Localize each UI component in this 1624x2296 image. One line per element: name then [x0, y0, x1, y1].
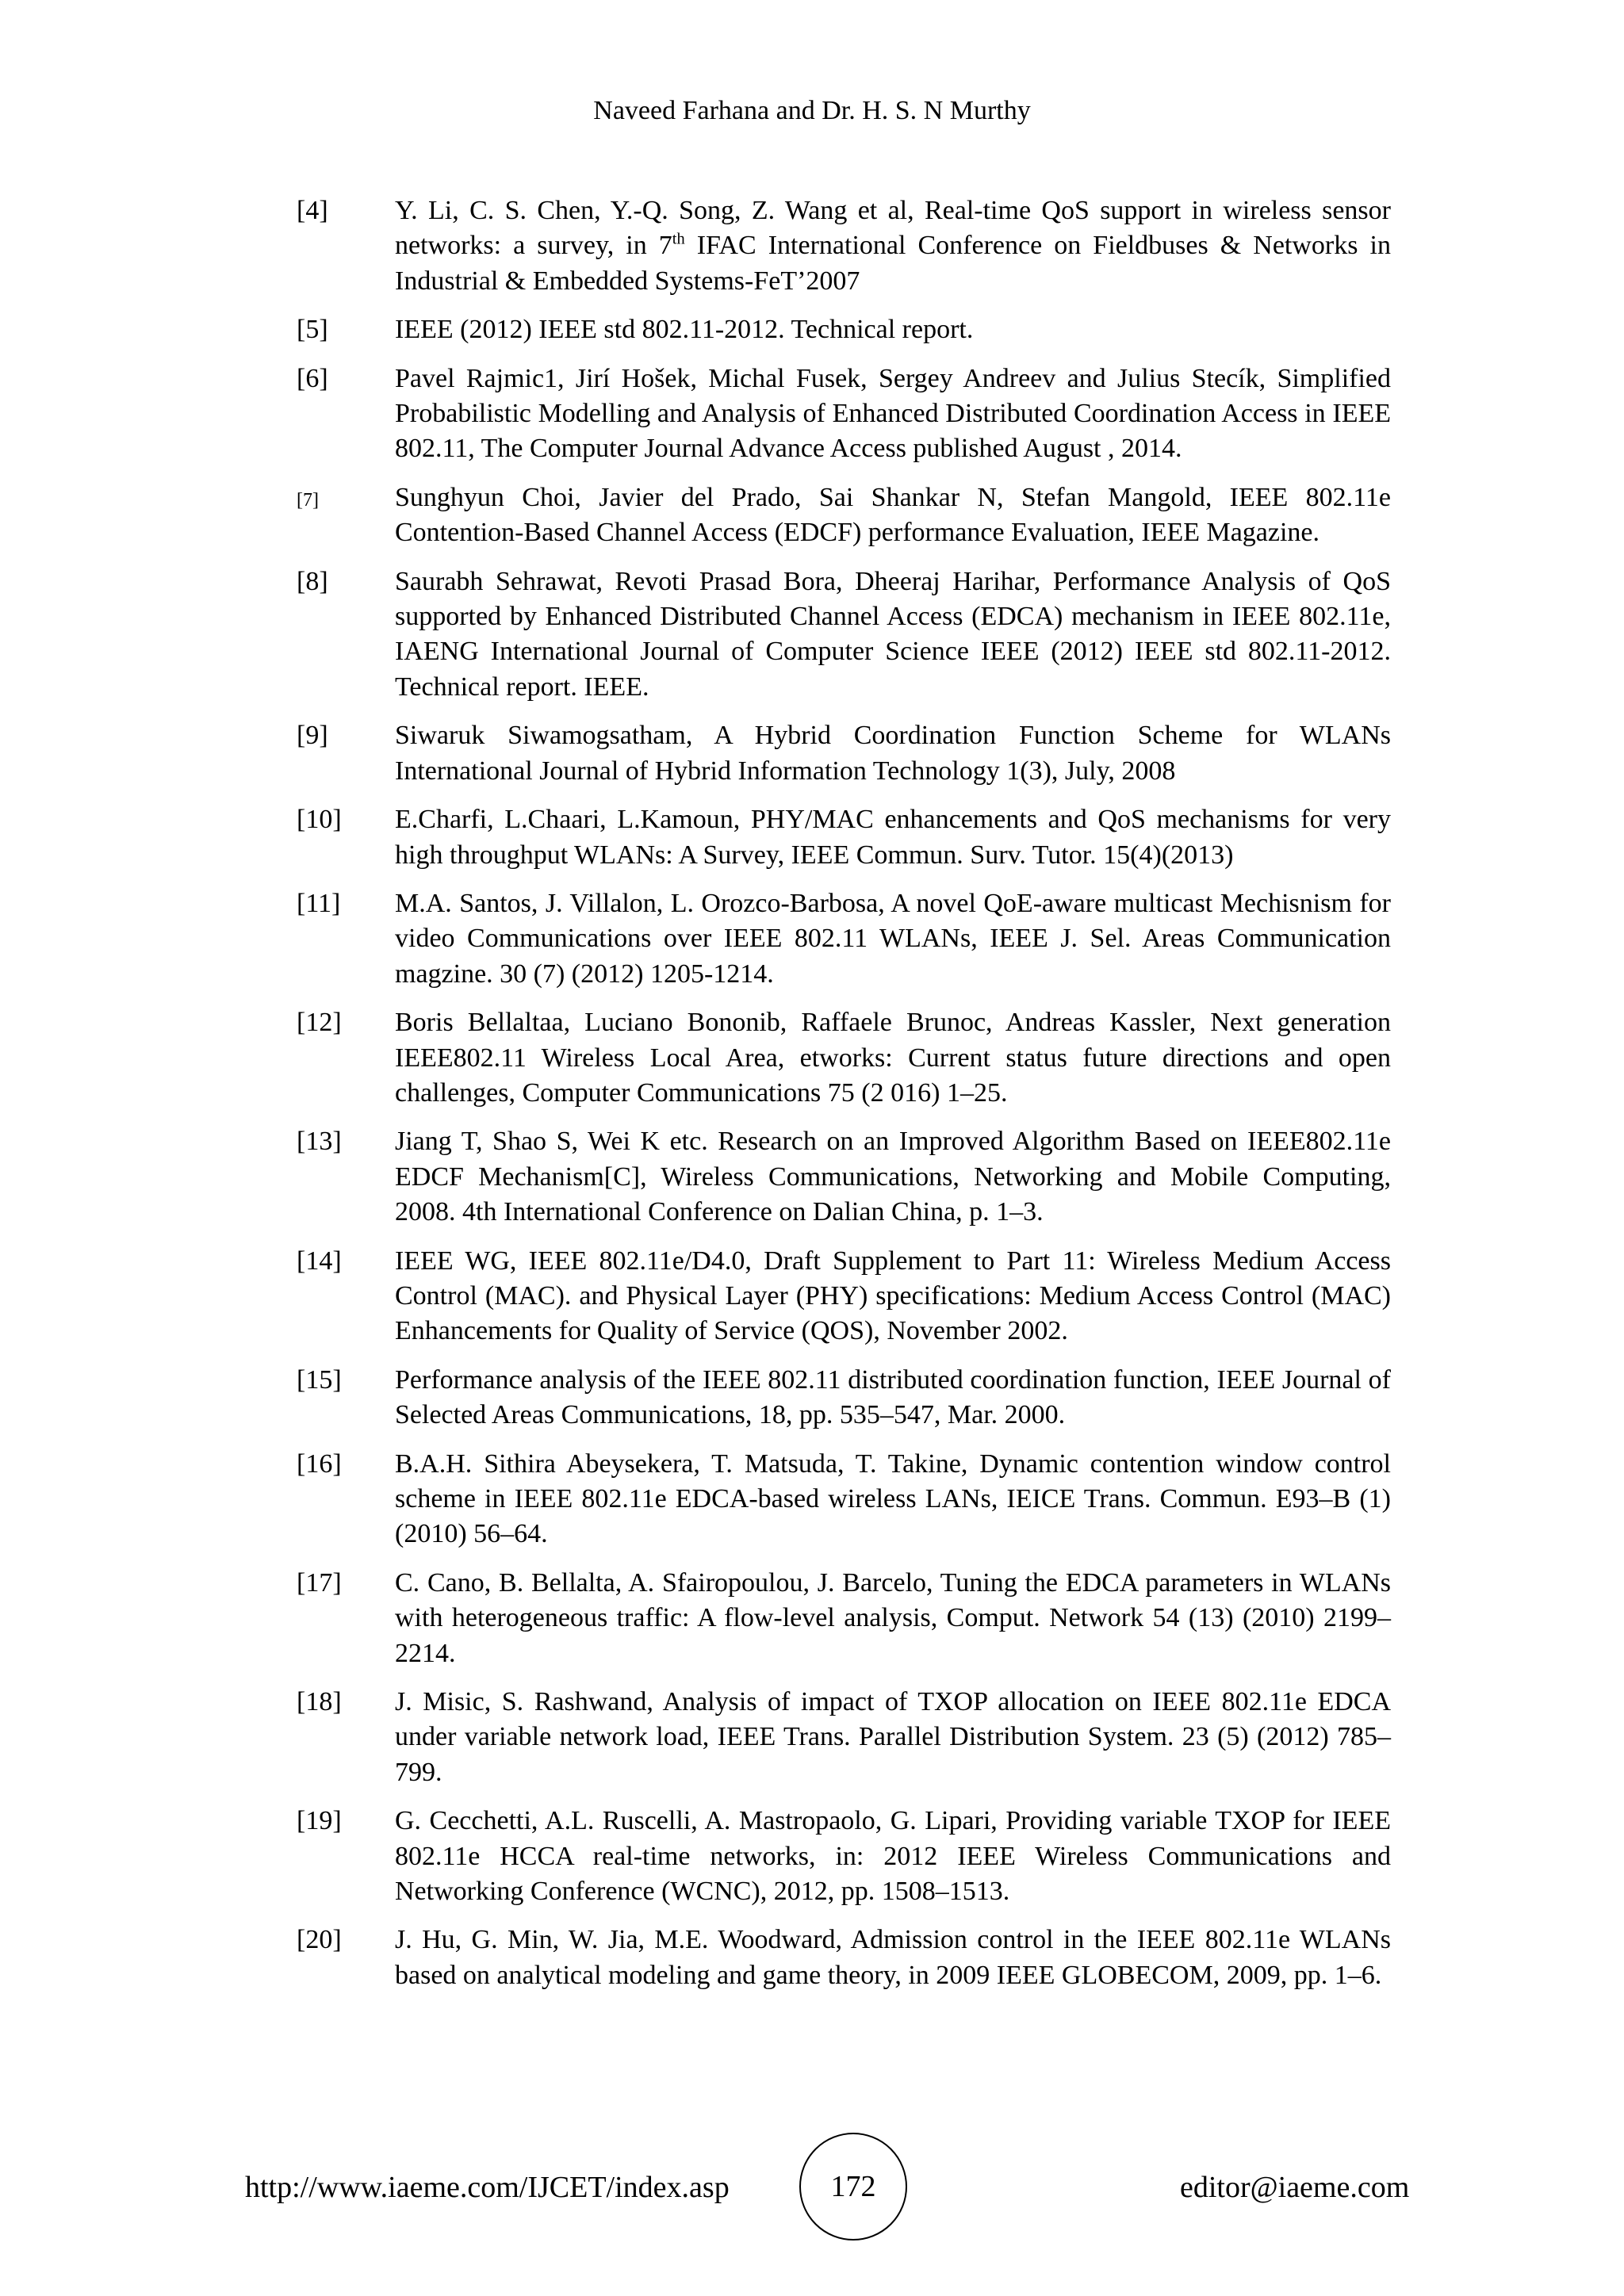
- reference-number: [15]: [297, 1364, 342, 1395]
- reference-number: [5]: [297, 315, 328, 345]
- reference-text: J. Misic, S. Rashwand, Analysis of impact of TXOP allocation on IEEE 802.11e EDCA under variable network load, IEEE Trans. Parallel Distribution System. 23 (5) (2012) 785–799.: [395, 1687, 1391, 1787]
- reference-number: [14]: [297, 1246, 342, 1276]
- reference-text: Sunghyun Choi, Javier del Prado, Sai Shankar N, Stefan Mangold, IEEE 802.11e Contention-Based Channel Access (EDCF) performance Evaluation, IEEE Magazine.: [395, 482, 1391, 548]
- reference-number: [6]: [297, 363, 328, 393]
- reference-text: IEEE (2012) IEEE std 802.11-2012. Technical report.: [395, 315, 974, 345]
- reference-number: [17]: [297, 1567, 342, 1598]
- reference-item: [297, 362, 1391, 467]
- reference-number: [8]: [297, 566, 328, 596]
- reference-item: [297, 1685, 1391, 1790]
- reference-text: Y. Li, C. S. Chen, Y.-Q. Song, Z. Wang et al, Real-time QoS support in wireless sensor networks: a survey, in 7th IFAC International Conference on Fieldbuses & Networks in Industrial & Embedded Systems-FeT’2007: [395, 196, 1391, 296]
- reference-list: [297, 193, 1391, 1993]
- reference-number: [19]: [297, 1806, 342, 1836]
- reference-number: [10]: [297, 805, 342, 835]
- reference-item: [297, 1804, 1391, 1909]
- reference-number: [7]: [297, 489, 319, 511]
- page-number: [799, 2133, 907, 2241]
- reference-text: Saurabh Sehrawat, Revoti Prasad Bora, Dheeraj Harihar, Performance Analysis of QoS supported by Enhanced Distributed Channel Access (EDCA) mechanism in IEEE 802.11e, IAENG International Journal of Computer Science IEEE (2012) IEEE std 802.11-2012. Technical report. IEEE.: [395, 566, 1391, 702]
- ordinal-superscript: th: [672, 231, 685, 249]
- reference-number: [20]: [297, 1925, 342, 1955]
- reference-text: C. Cano, B. Bellalta, A. Sfairopoulou, J. Barcelo, Tuning the EDCA parameters in WLANs with heterogeneous traffic: A flow-level analysis, Comput. Network 54 (13) (2010) 2199–2214.: [395, 1567, 1391, 1668]
- reference-text: B.A.H. Sithira Abeysekera, T. Matsuda, T. Takine, Dynamic contention window control scheme in IEEE 802.11e EDCA-based wireless LANs, IEICE Trans. Commun. E93–B (1) (2010) 56–64.: [395, 1448, 1391, 1549]
- reference-item: [297, 1923, 1391, 1993]
- reference-item: [297, 564, 1391, 706]
- reference-item: [297, 1363, 1391, 1433]
- reference-text: M.A. Santos, J. Villalon, L. Orozco-Barbosa, A novel QoE-aware multicast Mechisnism for video Communications over IEEE 802.11 WLANs, IEEE J. Sel. Areas Communication magzine. 30 (7) (2012) 1205-1214.: [395, 888, 1391, 989]
- reference-item: [297, 1447, 1391, 1552]
- reference-item: [297, 1005, 1391, 1111]
- reference-item: [297, 480, 1391, 551]
- reference-text: G. Cecchetti, A.L. Ruscelli, A. Mastropaolo, G. Lipari, Providing variable TXOP for IEEE 802.11e HCCA real-time networks, in: 2012 IEEE Wireless Communications and Networking Conference (WCNC), 2012, pp. 1508–1513.: [395, 1806, 1391, 1907]
- reference-item: [297, 1124, 1391, 1230]
- reference-number: [13]: [297, 1127, 342, 1157]
- reference-text: E.Charfi, L.Chaari, L.Kamoun, PHY/MAC enhancements and QoS mechanisms for very high throughput WLANs: A Survey, IEEE Commun. Surv. Tutor. 15(4)(2013): [395, 805, 1391, 870]
- reference-text: J. Hu, G. Min, W. Jia, M.E. Woodward, Admission control in the IEEE 802.11e WLANs based on analytical modeling and game theory, in 2009 IEEE GLOBECOM, 2009, pp. 1–6.: [395, 1925, 1391, 1990]
- footer-url-link[interactable]: http://www.iaeme.com/IJCET/index.asp: [245, 2171, 730, 2204]
- reference-text: IEEE WG, IEEE 802.11e/D4.0, Draft Supplement to Part 11: Wireless Medium Access Control (MAC). and Physical Layer (PHY) specifications: Medium Access Control (MAC) Enhancements for Quality of Service (QOS), November 2002.: [395, 1246, 1391, 1346]
- page-number-text: 172: [830, 2170, 876, 2203]
- reference-item: [297, 802, 1391, 873]
- reference-number: [16]: [297, 1448, 342, 1479]
- running-header: Naveed Farhana and Dr. H. S. N Murthy: [593, 96, 1031, 125]
- reference-item: [297, 193, 1391, 299]
- footer-email-link[interactable]: editor@iaeme.com: [1180, 2171, 1410, 2204]
- reference-item: [297, 1244, 1391, 1349]
- reference-number: [18]: [297, 1687, 342, 1717]
- reference-number: [4]: [297, 196, 328, 225]
- reference-number: [12]: [297, 1008, 342, 1038]
- reference-text: Pavel Rajmic1, Jirí Hošek, Michal Fusek, Sergey Andreev and Julius Stecík, Simplified Probabilistic Modelling and Analysis of Enhanced Distributed Coordination Access in IEEE 802.11, The Computer Journal Advance Access published August , 2014.: [395, 363, 1391, 464]
- reference-text: Siwaruk Siwamogsatham, A Hybrid Coordination Function Scheme for WLANs International Journal of Hybrid Information Technology 1(3), July, 2008: [395, 721, 1391, 786]
- reference-text: Boris Bellaltaa, Luciano Bononib, Raffaele Brunoc, Andreas Kassler, Next generation IEEE802.11 Wireless Local Area, etworks: Current status future directions and open challenges, Computer Communications 75 (2 016) 1–25.: [395, 1008, 1391, 1108]
- reference-text: Performance analysis of the IEEE 802.11 distributed coordination function, IEEE Journal of Selected Areas Communications, 18, pp. 535–547, Mar. 2000.: [395, 1364, 1391, 1430]
- reference-item: [297, 1566, 1391, 1671]
- reference-item: [297, 718, 1391, 789]
- reference-number: [9]: [297, 721, 328, 751]
- reference-text: Jiang T, Shao S, Wei K etc. Research on an Improved Algorithm Based on IEEE802.11e EDCF Mechanism[C], Wireless Communications, Networking and Mobile Computing, 2008. 4th International Conference on Dalian China, p. 1–3.: [395, 1127, 1391, 1227]
- reference-item: [297, 312, 1391, 347]
- reference-item: [297, 886, 1391, 992]
- reference-number: [11]: [297, 888, 341, 918]
